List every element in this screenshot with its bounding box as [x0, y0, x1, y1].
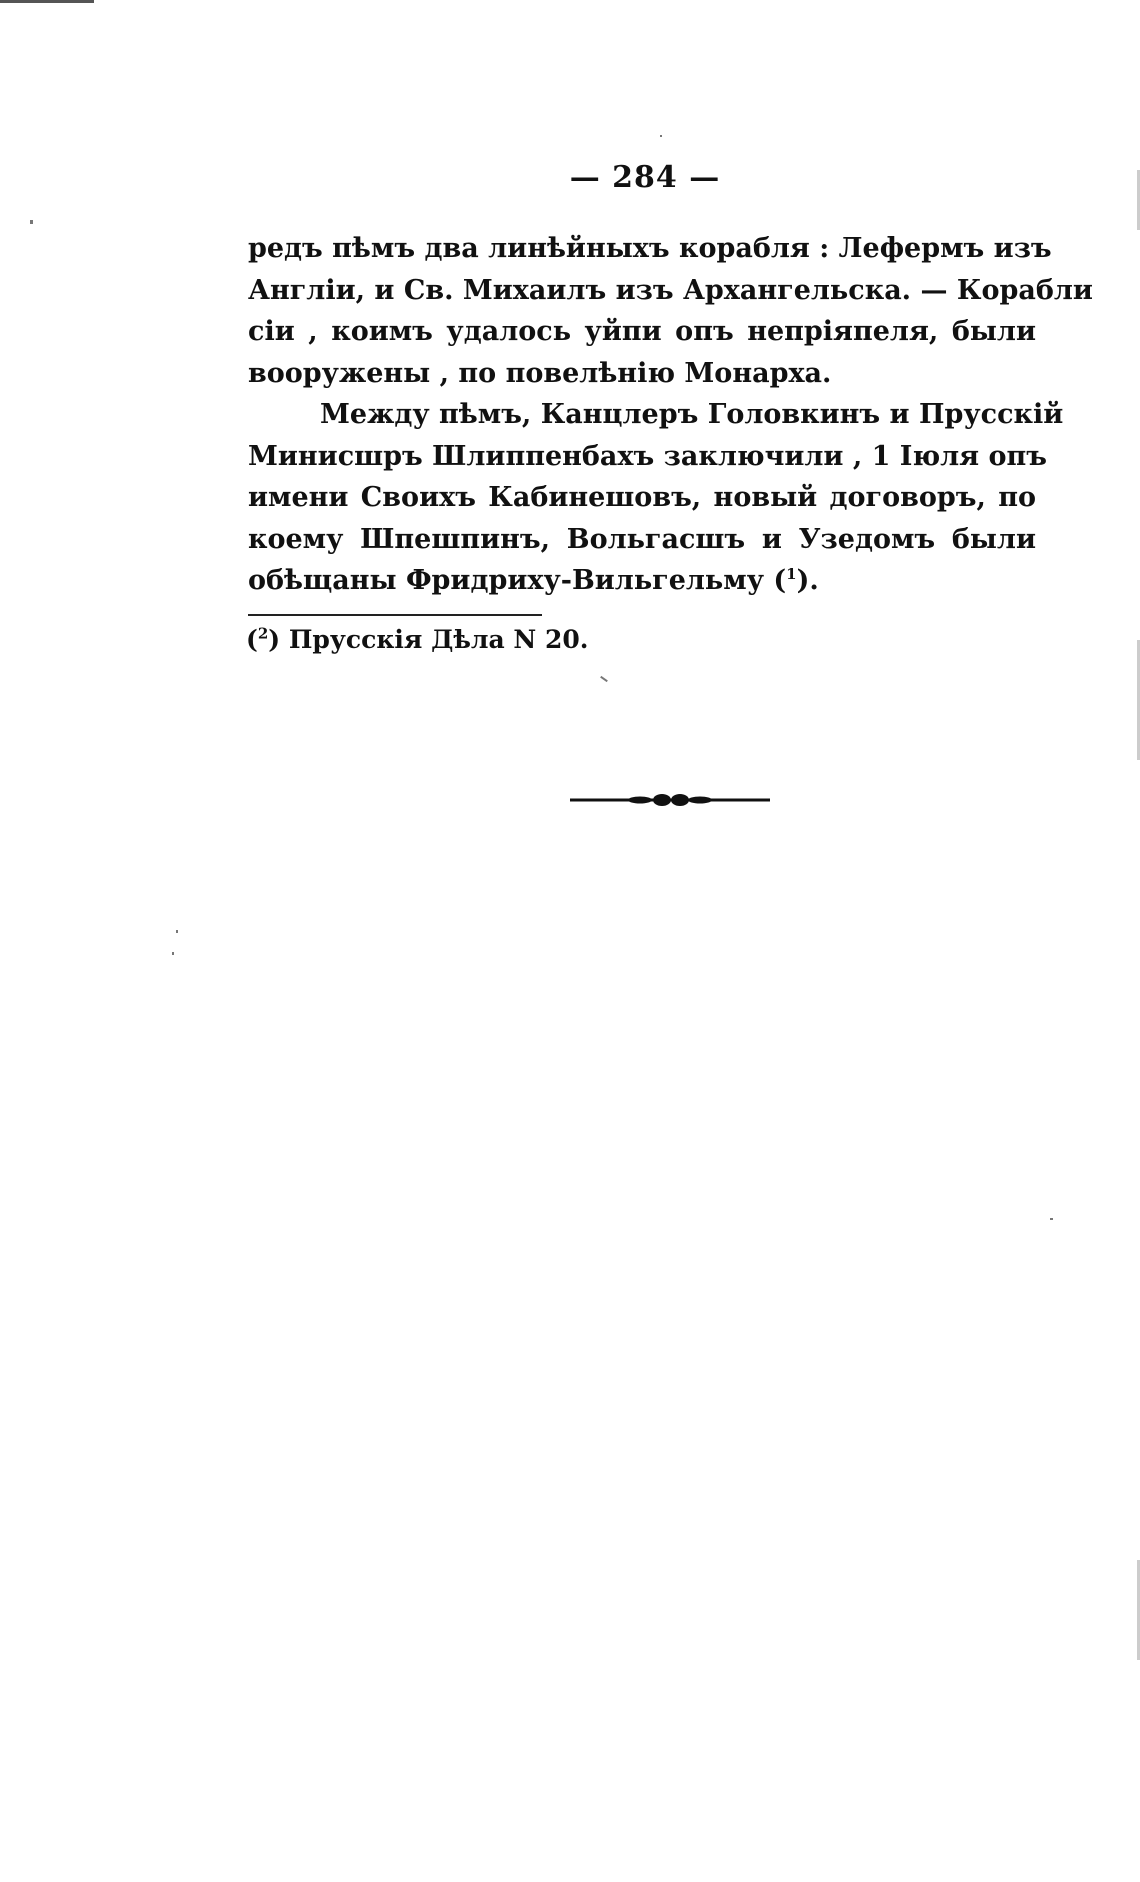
paragraph-1 — [248, 228, 1093, 394]
text-line: Между пѣмъ, Канцлеръ Головкинъ и Прусскій — [320, 399, 1064, 430]
footnote-open-paren: ( — [246, 625, 258, 654]
scan-speck — [30, 220, 33, 224]
footnote-reference: 1 — [786, 565, 797, 583]
footnote-close-paren: ) — [268, 625, 281, 654]
footnote-separator — [248, 614, 542, 616]
text-line-content: обѣщаны Фридриху-Вильгельму ( — [248, 565, 787, 596]
paragraph-2 — [248, 394, 1064, 602]
text-line: имени Своихъ Кабинешовъ, новый договоръ, по — [248, 482, 1036, 513]
scan-speck — [600, 676, 608, 682]
end-ornament-icon — [570, 792, 770, 808]
text-line: вооружены , по повелѣнію Монарха. — [248, 357, 832, 389]
scan-speck — [1050, 1218, 1053, 1220]
scan-speck — [660, 135, 662, 137]
text-line: сіи , коимъ удалось уйпи опъ непріяпеля, были — [248, 316, 1036, 347]
text-line-final — [248, 560, 1036, 602]
text-line: Минисшръ Шлиппенбахъ заключили , 1 Іюля опъ — [248, 440, 1047, 472]
text-line: коему Шпешпинъ, Вольгасшъ и Узедомъ были — [248, 523, 1036, 555]
text-line-closing: ). — [796, 565, 819, 596]
footnote-text: Прусскія Дѣла N 20. — [280, 625, 589, 654]
top-edge-rule — [0, 0, 94, 3]
text-line: Англіи, и Св. Михаилъ изъ Архангельска. — Корабли — [248, 274, 1093, 306]
footnote-marker: 2 — [257, 624, 269, 643]
page-number: — 284 — — [569, 160, 721, 195]
scan-speck — [172, 952, 174, 955]
body-text — [248, 228, 1093, 602]
scan-speck — [176, 930, 178, 933]
text-line: редъ пѣмъ два линѣйныхъ корабля : Лефермъ изъ — [248, 233, 1052, 264]
footnote — [246, 622, 588, 658]
